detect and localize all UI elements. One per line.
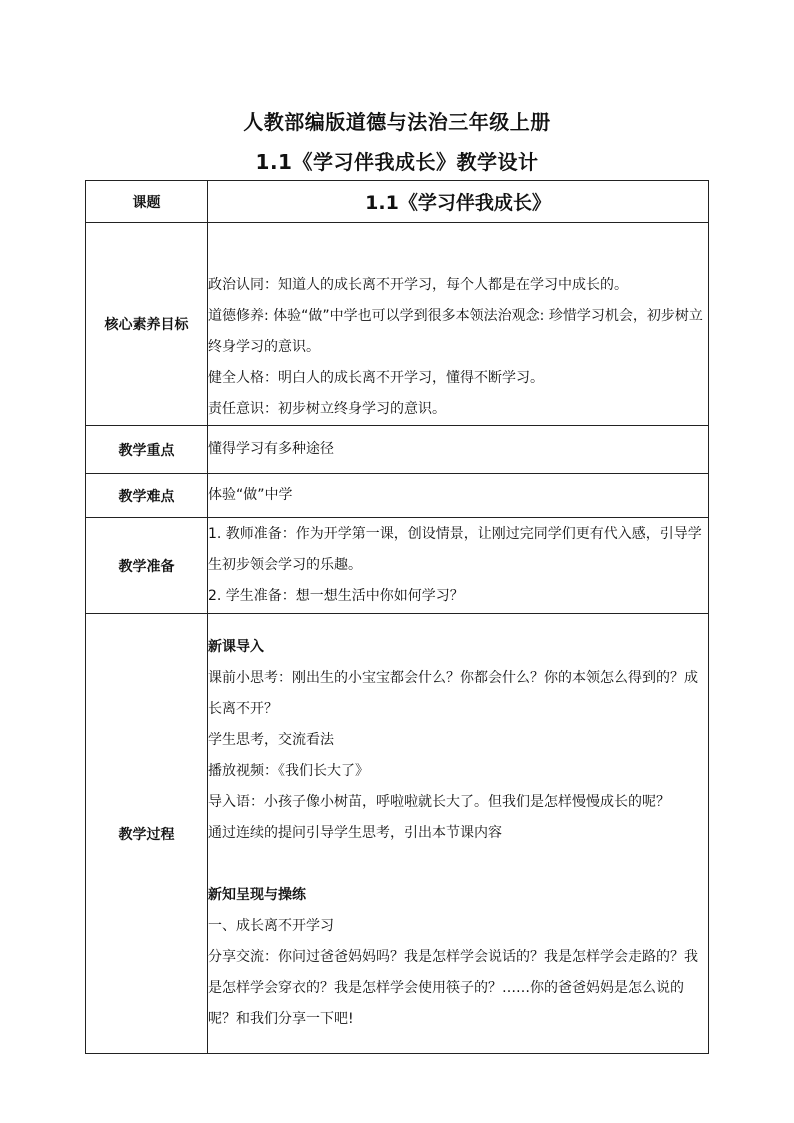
topic-row [86, 181, 709, 223]
process-paragraph: 一、成长离不开学习 [208, 918, 334, 934]
goals-cell [208, 223, 709, 426]
process-row [86, 614, 709, 1054]
section-heading-new-knowledge: 新知呈现与操练 [208, 887, 306, 903]
difficulty-value: 体验“做”中学 [208, 474, 709, 518]
key-point-label: 教学重点 [86, 426, 208, 474]
student-preparation: 2. 学生准备：想一想生活中你如何学习？ [208, 588, 464, 604]
goal-political: 政治认同：知道人的成长离不开学习，每个人都是在学习中成长的。 [208, 277, 628, 293]
lesson-plan-table [85, 180, 709, 1054]
document-subtitle: 1.1《学习伴我成长》教学设计 [255, 150, 539, 174]
key-point-value: 懂得学习有多种途径 [208, 426, 709, 474]
process-paragraph: 播放视频：《我们长大了》 [208, 763, 369, 779]
process-paragraph: 课前小思考：刚出生的小宝宝都会什么？你都会什么？你的本领怎么得到的？成长离不开？ [208, 670, 698, 717]
process-paragraph: 导入语：小孩子像小树苗，呼啦啦就长大了。但我们是怎样慢慢成长的呢？ [208, 794, 670, 810]
process-paragraph: 分享交流：你问过爸爸妈妈吗？我是怎样学会说话的？我是怎样学会走路的？我是怎样学会穿衣的？我是怎样学会使用筷子的？……你的爸爸妈妈是怎么说的呢？和我们分享一下吧! [208, 949, 698, 1027]
goal-responsibility: 责任意识：初步树立终身学习的意识。 [208, 401, 446, 417]
document-title: 人教部编版道德与法治三年级上册 [243, 110, 551, 134]
topic-value: 1.1《学习伴我成长》 [208, 181, 709, 223]
preparation-row [86, 518, 709, 614]
process-paragraph: 学生思考，交流看法 [208, 732, 334, 748]
process-paragraph: 通过连续的提问引导学生思考，引出本节课内容 [208, 825, 502, 841]
teacher-preparation: 1. 教师准备：作为开学第一课，创设情景，让刚过完同学们更有代入感，引导学生初步领会学习的乐趣。 [208, 526, 702, 573]
preparation-label: 教学准备 [86, 518, 208, 614]
difficulty-row [86, 474, 709, 518]
key-point-row [86, 426, 709, 474]
goals-label: 核心素养目标 [86, 223, 208, 426]
goal-personality: 健全人格：明白人的成长离不开学习，懂得不断学习。 [208, 370, 544, 386]
section-heading-intro: 新课导入 [208, 639, 264, 655]
process-cell [208, 614, 709, 1054]
blank-line [208, 849, 708, 880]
process-label: 教学过程 [86, 614, 208, 1054]
topic-label: 课题 [86, 181, 208, 223]
preparation-cell [208, 518, 709, 614]
goal-moral: 道德修养: 体验“做”中学也可以学到很多本领法治观念: 珍惜学习机会，初步树立终身学习的意识。 [208, 308, 703, 355]
goals-row [86, 223, 709, 426]
difficulty-label: 教学难点 [86, 474, 208, 518]
